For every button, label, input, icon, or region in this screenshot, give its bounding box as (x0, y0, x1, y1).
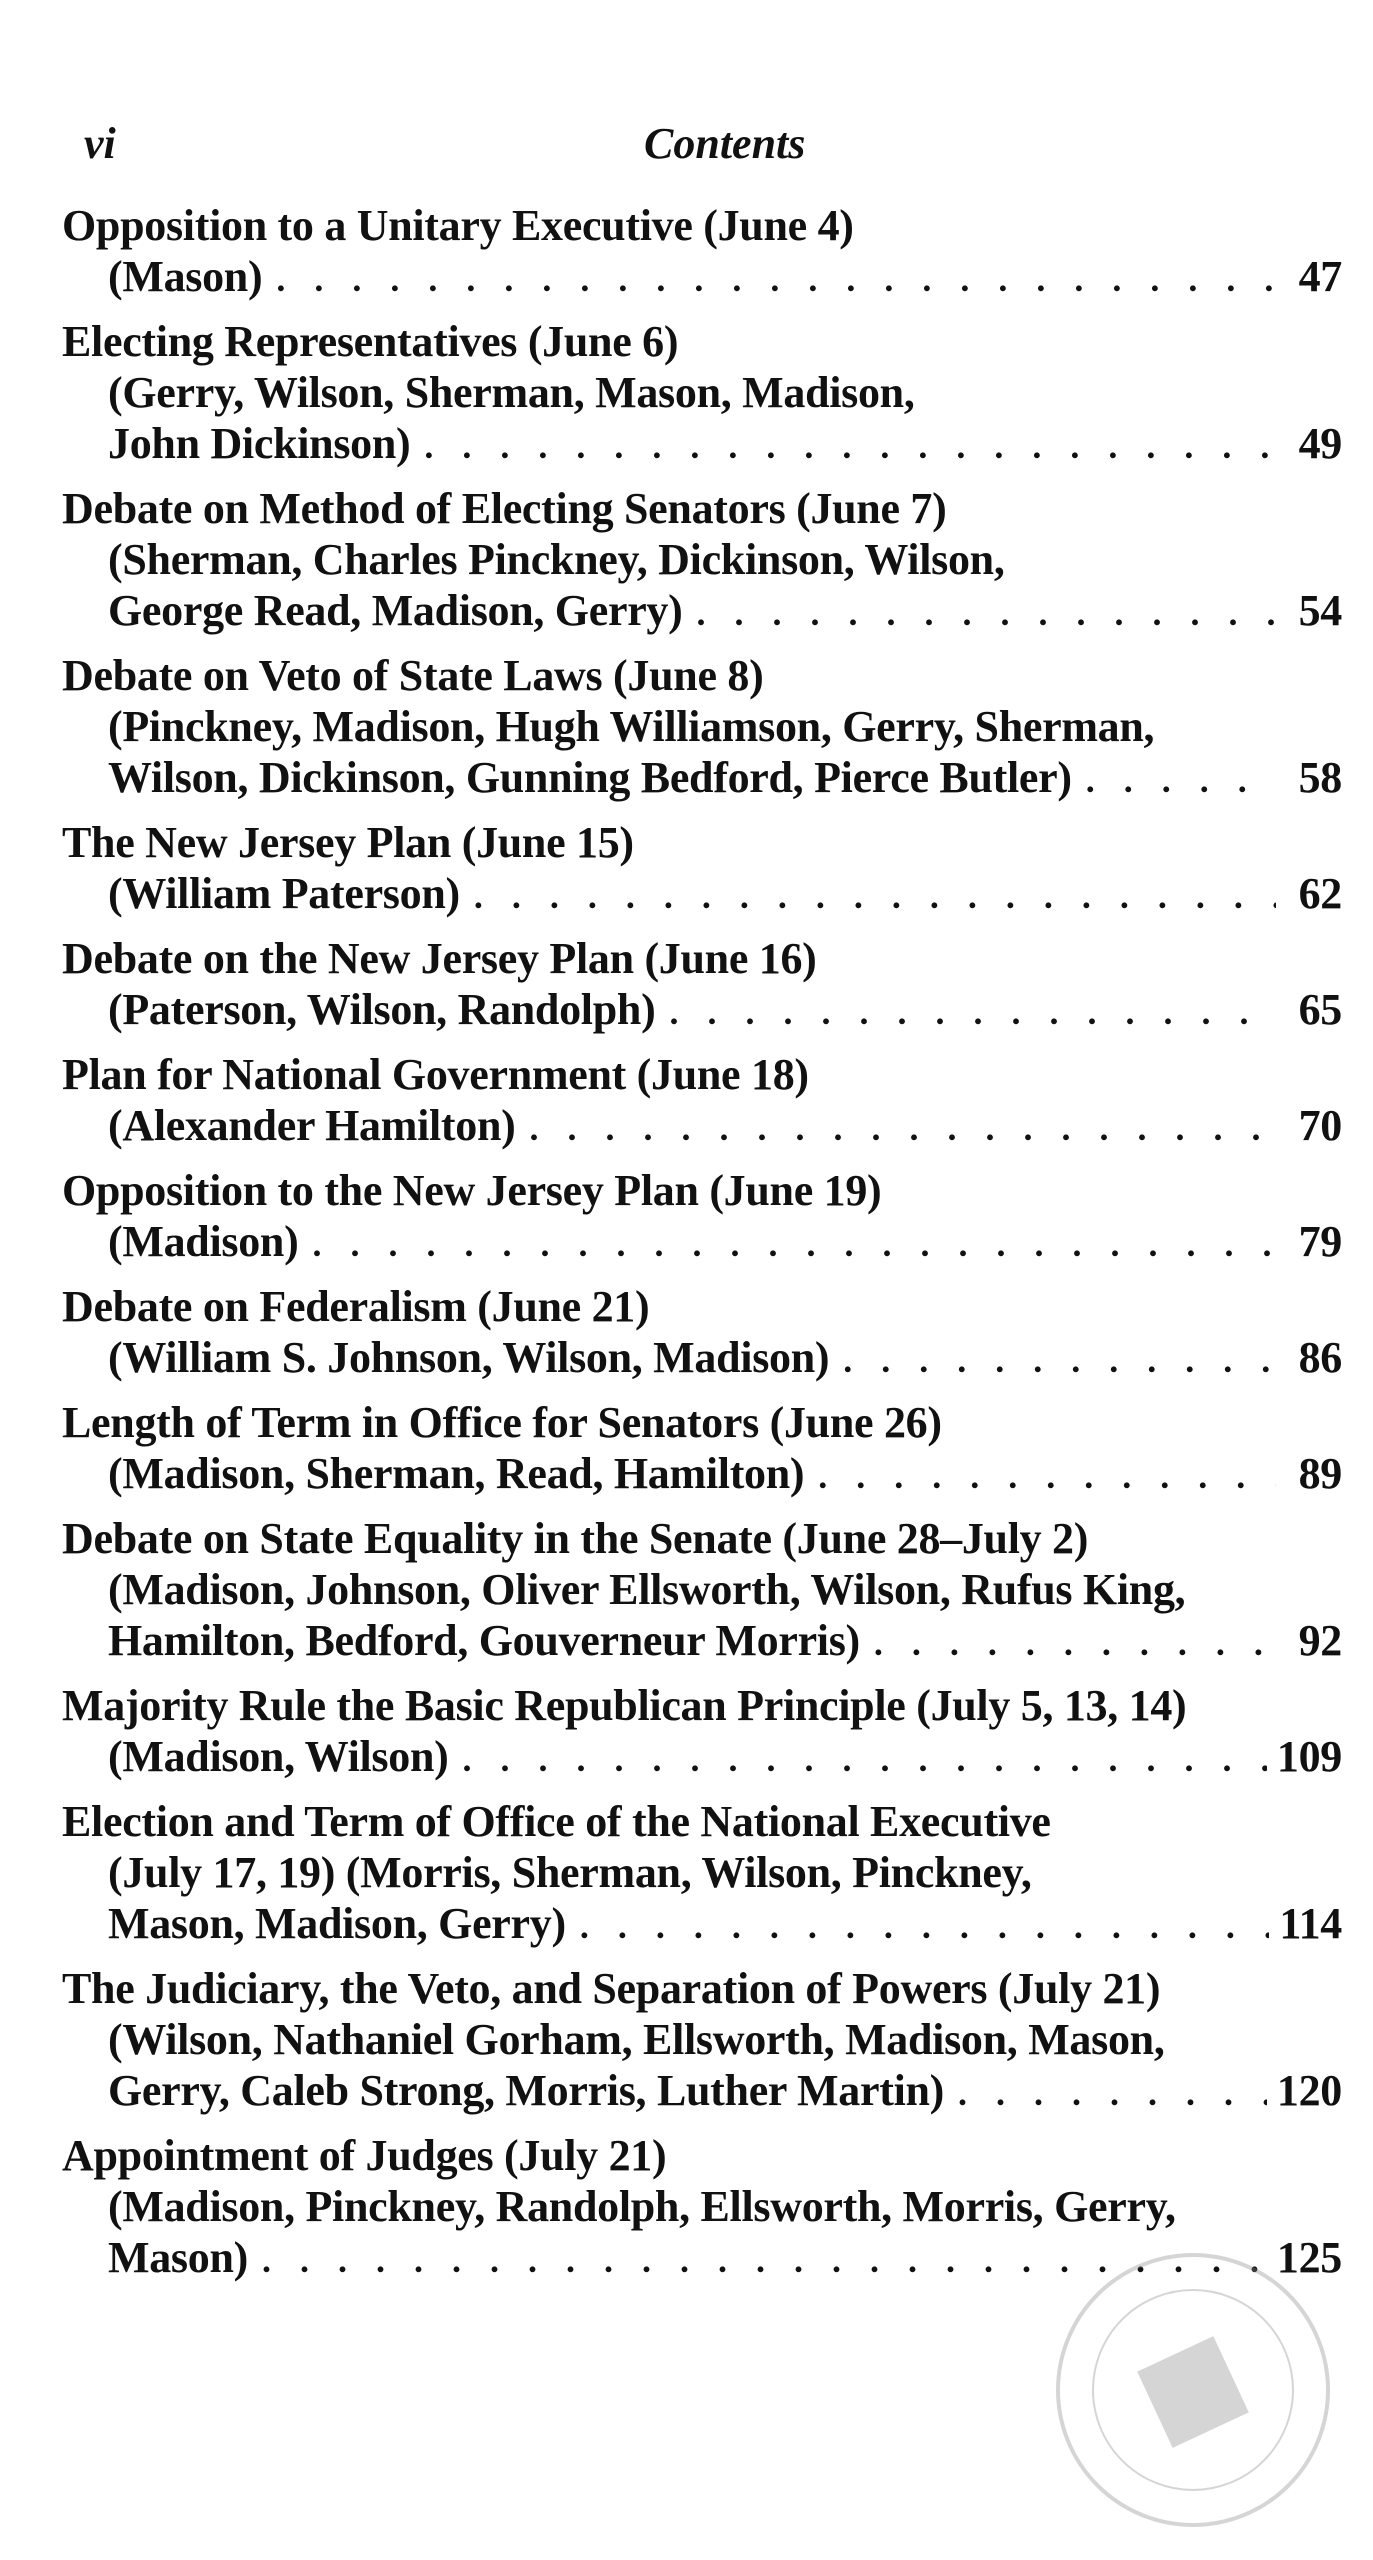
dot-leader (669, 987, 1276, 1038)
toc-entry-title: The New Jersey Plan (June 15) (62, 818, 634, 867)
running-head: Contents (644, 119, 806, 168)
toc-entry-final-line (62, 1615, 1342, 1666)
toc-entry-contributors: (Alexander Hamilton) (108, 1101, 516, 1150)
page-number: 125 (1276, 2233, 1342, 2282)
toc-entry-title: Debate on the New Jersey Plan (June 16) (62, 934, 817, 983)
page-number: 79 (1298, 1217, 1342, 1266)
toc-entry-title: Appointment of Judges (July 21) (62, 2131, 667, 2180)
page-number: 47 (1298, 252, 1342, 301)
toc-entry-title: Election and Term of Office of the National Executive (62, 1797, 1051, 1846)
page-number: 62 (1298, 869, 1342, 918)
dot-leader (580, 1901, 1270, 1952)
dot-leader (462, 1734, 1266, 1785)
page-number: 70 (1298, 1101, 1342, 1150)
page-number: 120 (1276, 2066, 1342, 2115)
toc-entry-final-line (62, 418, 1342, 469)
toc-entry (62, 1680, 1342, 1782)
toc-entry (62, 1513, 1342, 1666)
toc-entry-contributors: Wilson, Dickinson, Gunning Bedford, Pierce Butler) (108, 753, 1072, 802)
toc-entry (62, 1049, 1342, 1151)
toc-entry-contributors: (Madison, Johnson, Oliver Ellsworth, Wilson, Rufus King, (108, 1565, 1186, 1614)
toc-entry-title: Opposition to a Unitary Executive (June 4) (62, 201, 854, 250)
toc-entry (62, 817, 1342, 919)
toc-entry-contributors: (July 17, 19) (Morris, Sherman, Wilson, Pinckney, (108, 1848, 1032, 1897)
toc-entry-title: Debate on State Equality in the Senate (June 28–July 2) (62, 1514, 1089, 1563)
dot-leader (474, 871, 1276, 922)
toc-entry-contributors: (Wilson, Nathaniel Gorham, Ellsworth, Madison, Mason, (108, 2015, 1165, 2064)
page-number: 89 (1298, 1449, 1342, 1498)
toc-entry-final-line (62, 585, 1342, 636)
toc-entry-final-line (62, 868, 1342, 919)
toc-entry (62, 483, 1342, 636)
toc-entry (62, 1963, 1342, 2116)
dot-leader (530, 1103, 1277, 1154)
toc-entry-contributors: (Paterson, Wilson, Randolph) (108, 985, 656, 1034)
watermark-stamp (1043, 2240, 1343, 2540)
toc-entry-contributors: Mason, Madison, Gerry) (108, 1899, 566, 1948)
dot-leader (874, 1618, 1276, 1669)
toc-entry-title: Debate on Veto of State Laws (June 8) (62, 651, 764, 700)
toc-entry (62, 1397, 1342, 1499)
toc-entry-final-line (62, 1448, 1342, 1499)
toc-entry-final-line (62, 1216, 1342, 1267)
contents-list (62, 200, 1342, 2297)
toc-entry-contributors: Mason) (108, 2233, 248, 2282)
toc-entry-title: Debate on Federalism (June 21) (62, 1282, 650, 1331)
page-number: 109 (1276, 1732, 1342, 1781)
toc-entry (62, 1281, 1342, 1383)
page-number: 58 (1298, 753, 1342, 802)
dot-leader (696, 588, 1276, 639)
page-number: 114 (1279, 1899, 1342, 1948)
toc-entry-title: Majority Rule the Basic Republican Principle (July 5, 13, 14) (62, 1681, 1187, 1730)
toc-entry-contributors: (William Paterson) (108, 869, 460, 918)
toc-entry (62, 1165, 1342, 1267)
toc-entry-final-line (62, 251, 1342, 302)
toc-entry-final-line (62, 2065, 1342, 2116)
page-number: 65 (1298, 985, 1342, 1034)
toc-entry-contributors: George Read, Madison, Gerry) (108, 586, 683, 635)
toc-entry-title: Plan for National Government (June 18) (62, 1050, 809, 1099)
page-folio: vi (84, 119, 116, 168)
toc-entry-final-line (62, 1731, 1342, 1782)
toc-entry-title: Opposition to the New Jersey Plan (June 19) (62, 1166, 882, 1215)
page-number: 86 (1298, 1333, 1342, 1382)
toc-entry-title: The Judiciary, the Veto, and Separation of Powers (July 21) (62, 1964, 1161, 2013)
toc-entry-final-line (62, 752, 1342, 803)
dot-leader (1086, 755, 1276, 806)
dot-leader (312, 1219, 1276, 1270)
page-number: 92 (1298, 1616, 1342, 1665)
toc-entry-contributors: Hamilton, Bedford, Gouverneur Morris) (108, 1616, 860, 1665)
toc-entry-contributors: (Gerry, Wilson, Sherman, Mason, Madison, (108, 368, 915, 417)
toc-entry-title: Debate on Method of Electing Senators (June 7) (62, 484, 947, 533)
dot-leader (843, 1335, 1276, 1386)
toc-entry-final-line (62, 1332, 1342, 1383)
toc-entry-title: Electing Representatives (June 6) (62, 317, 679, 366)
toc-entry-final-line (62, 1100, 1342, 1151)
toc-entry-final-line (62, 984, 1342, 1035)
toc-entry-contributors: (Madison, Wilson) (108, 1732, 449, 1781)
toc-entry-contributors: (William S. Johnson, Wilson, Madison) (108, 1333, 830, 1382)
dot-leader (818, 1451, 1276, 1502)
toc-entry-contributors: (Madison, Pinckney, Randolph, Ellsworth, Morris, Gerry, (108, 2182, 1176, 2231)
toc-entry-contributors: (Madison) (108, 1217, 299, 1266)
toc-entry-contributors: John Dickinson) (108, 419, 411, 468)
toc-entry-final-line (62, 1898, 1342, 1949)
toc-entry-contributors: (Mason) (108, 252, 263, 301)
toc-entry (62, 650, 1342, 803)
toc-entry (62, 200, 1342, 302)
toc-entry-contributors: (Madison, Sherman, Read, Hamilton) (108, 1449, 805, 1498)
toc-entry-contributors: Gerry, Caleb Strong, Morris, Luther Martin) (108, 2066, 945, 2115)
toc-entry-contributors: (Sherman, Charles Pinckney, Dickinson, Wilson, (108, 535, 1005, 584)
page-number: 49 (1298, 419, 1342, 468)
toc-entry-title: Length of Term in Office for Senators (June 26) (62, 1398, 942, 1447)
dot-leader (424, 421, 1276, 472)
toc-entry (62, 1796, 1342, 1949)
toc-entry (62, 316, 1342, 469)
dot-leader (276, 254, 1276, 305)
toc-entry (62, 933, 1342, 1035)
page-number: 54 (1298, 586, 1342, 635)
page-header (84, 118, 1334, 178)
dot-leader (958, 2068, 1267, 2119)
toc-entry-contributors: (Pinckney, Madison, Hugh Williamson, Gerry, Sherman, (108, 702, 1155, 751)
